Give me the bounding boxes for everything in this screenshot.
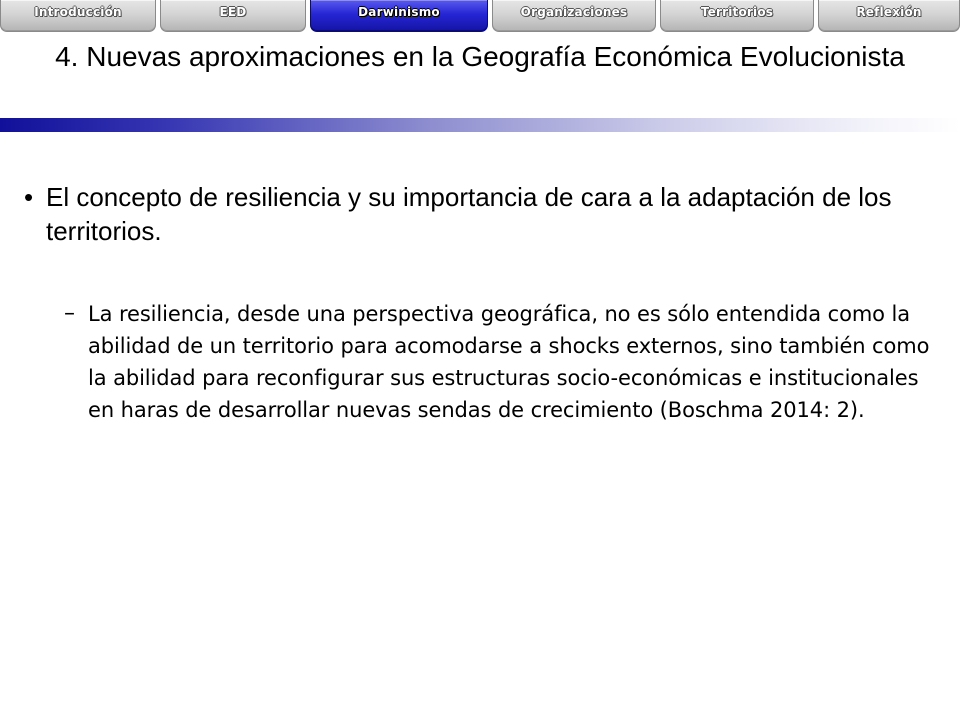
sub-bullet-text: La resiliencia, desde una perspectiva geográfica, no es sólo entendida como la abilidad de un territorio para acomodarse a shocks externos, sino también como la abilidad para reconfigurar sus estructuras socio-económicas e institucionales en haras de desarrollar nuevas sendas de crecimiento (Boschma 2014: 2). (88, 302, 930, 422)
tab-label: Introducción (34, 5, 122, 19)
bullet-marker: • (24, 182, 34, 212)
tab-reflexion[interactable] (818, 0, 960, 32)
sub-bullet-marker: – (64, 301, 75, 326)
bullet-text: El concepto de resiliencia y su importancia de cara a la adaptación de los territorios. (46, 182, 892, 246)
tab-eed[interactable] (160, 0, 306, 32)
tab-organizaciones[interactable] (492, 0, 656, 32)
tab-label: Reflexión (856, 5, 922, 19)
tab-label: Organizaciones (520, 5, 628, 19)
tab-label: EED (219, 5, 247, 19)
title-divider (0, 118, 960, 132)
slide-title: 4. Nuevas aproximaciones en la Geografía Económica Evolucionista (55, 41, 905, 72)
tab-label: Territorios (700, 5, 774, 19)
tab-darwinismo[interactable] (310, 0, 488, 32)
tab-introduccion[interactable] (0, 0, 156, 32)
tab-territorios[interactable] (660, 0, 814, 32)
tab-label: Darwinismo (358, 5, 440, 19)
top-navigation (0, 0, 960, 32)
